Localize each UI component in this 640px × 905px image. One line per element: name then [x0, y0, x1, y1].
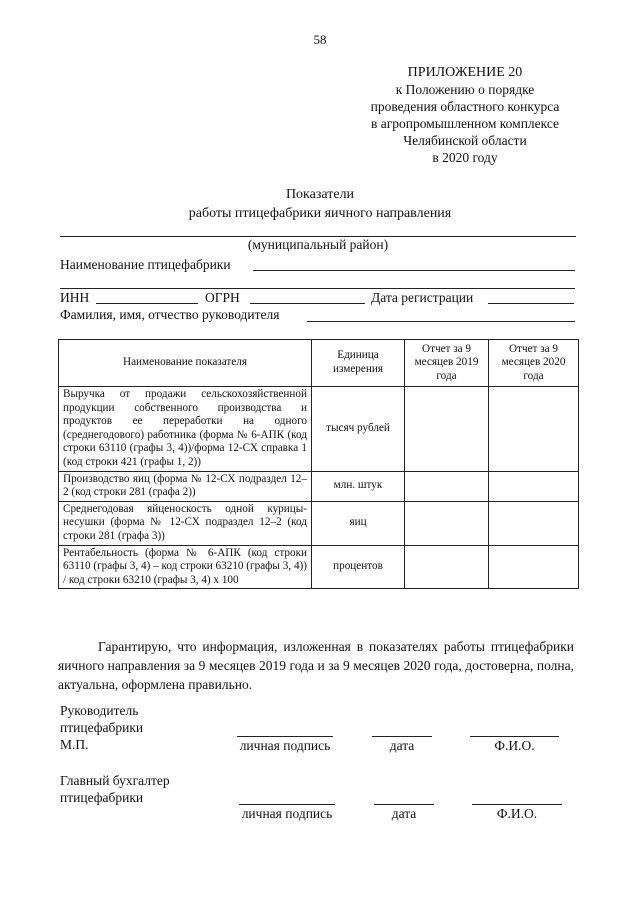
header-indicator: Наименование показателя — [59, 340, 312, 387]
appendix-line: проведения областного конкурса — [370, 99, 560, 114]
indicator-name: Среднегодовая яйценоскость одной курицы-несушки (форма № 12-СХ подраздел 12–2 (код строки 281 (графа 3)) — [59, 501, 312, 545]
indicators-table — [58, 339, 579, 589]
head-label-line1: Руководитель — [60, 703, 139, 718]
value-2020-cell[interactable] — [489, 471, 579, 501]
indicator-name: Выручка от продажи сельскохозяйственной продукции собственного производства и продуктов ее переработки на одного (среднегодового) работника (форма № 6-АПК (код строки 63110 (графы 3, 4))/форма 12-СХ справка 1 (код строки 421 (графы 1, 2)) — [59, 387, 312, 472]
farm-name-line-2[interactable] — [60, 288, 575, 289]
value-2019-cell[interactable] — [405, 545, 489, 589]
table-row — [59, 545, 579, 589]
head-date-line[interactable] — [372, 736, 432, 737]
table-row — [59, 501, 579, 545]
value-2019-cell[interactable] — [405, 387, 489, 472]
head-name-line[interactable] — [307, 321, 575, 322]
accountant-date-line[interactable] — [374, 804, 434, 805]
table-header-row — [59, 340, 579, 387]
page-number: 58 — [313, 32, 327, 47]
form-title-line1: Показатели — [285, 187, 355, 202]
municipal-district-caption: (муниципальный район) — [247, 237, 389, 252]
accountant-date-caption: дата — [391, 806, 417, 821]
indicator-name: Рентабельность (форма № 6-АПК (код строки 63110 (графы 3, 4) – код строки 63210 (графы 3, 4)) / код строки 63210 (графы 3, 4) х 100 — [59, 545, 312, 589]
stamp-label: М.П. — [60, 737, 89, 752]
ogrn-line[interactable] — [250, 303, 365, 304]
indicator-unit: млн. штук — [312, 471, 405, 501]
table-row — [59, 471, 579, 501]
head-signature-caption: личная подпись — [239, 738, 331, 753]
appendix-line: Челябинской области — [403, 133, 527, 148]
ogrn-label: ОГРН — [205, 290, 240, 305]
value-2019-cell[interactable] — [405, 471, 489, 501]
accountant-signature-line[interactable] — [239, 804, 335, 805]
header-report-2019: Отчет за 9 месяцев 2019 года — [405, 340, 489, 387]
farm-name-line[interactable] — [253, 270, 575, 271]
form-title — [0, 185, 640, 223]
value-2020-cell[interactable] — [489, 545, 579, 589]
guarantee-statement: Гарантирую, что информация, изложенная в показателях работы птицефабрики яичного направления за 9 месяцев 2019 года и за 9 месяцев 2020 года, достоверна, полна, актуальна, оформлена правильно. — [58, 639, 574, 692]
accountant-label-line2: птицефабрики — [60, 790, 144, 805]
farm-name-label: Наименование птицефабрики — [60, 257, 231, 272]
registration-date-line[interactable] — [488, 303, 574, 304]
form-title-line2: работы птицефабрики яичного направления — [188, 206, 452, 221]
appendix-line: в 2020 году — [432, 150, 498, 165]
accountant-fio-caption: Ф.И.О. — [496, 806, 538, 821]
appendix-title: ПРИЛОЖЕНИЕ 20 — [407, 65, 523, 80]
header-report-2020: Отчет за 9 месяцев 2020 года — [489, 340, 579, 387]
accountant-fio-line[interactable] — [472, 804, 562, 805]
head-fio-line[interactable] — [470, 736, 559, 737]
head-fio-caption: Ф.И.О. — [494, 738, 535, 753]
accountant-label-line1: Главный бухгалтер — [60, 773, 170, 788]
table-row — [59, 387, 579, 472]
indicator-name: Производство яиц (форма № 12-СХ подраздел 12–2 (код строки 281 (графа 2)) — [59, 471, 312, 501]
inn-line[interactable] — [96, 303, 198, 304]
head-signature-label — [60, 702, 143, 753]
value-2020-cell[interactable] — [489, 387, 579, 472]
head-date-caption: дата — [389, 738, 415, 753]
appendix-line: в агропромышленном комплексе — [370, 116, 560, 131]
header-unit: Единица измерения — [312, 340, 405, 387]
appendix-line: к Положению о порядке — [395, 82, 535, 97]
indicator-unit: яиц — [312, 501, 405, 545]
value-2019-cell[interactable] — [405, 501, 489, 545]
appendix-header — [340, 64, 590, 166]
indicator-unit: тысяч рублей — [312, 387, 405, 472]
accountant-signature-caption: личная подпись — [241, 806, 333, 821]
value-2020-cell[interactable] — [489, 501, 579, 545]
accountant-signature-label — [60, 772, 170, 806]
head-name-label: Фамилия, имя, отчество руководителя — [60, 307, 280, 322]
head-label-line2: птицефабрики — [60, 720, 144, 735]
indicator-unit: процентов — [312, 545, 405, 589]
head-signature-line[interactable] — [237, 736, 333, 737]
registration-date-label: Дата регистрации — [371, 290, 474, 305]
inn-label: ИНН — [60, 290, 90, 305]
